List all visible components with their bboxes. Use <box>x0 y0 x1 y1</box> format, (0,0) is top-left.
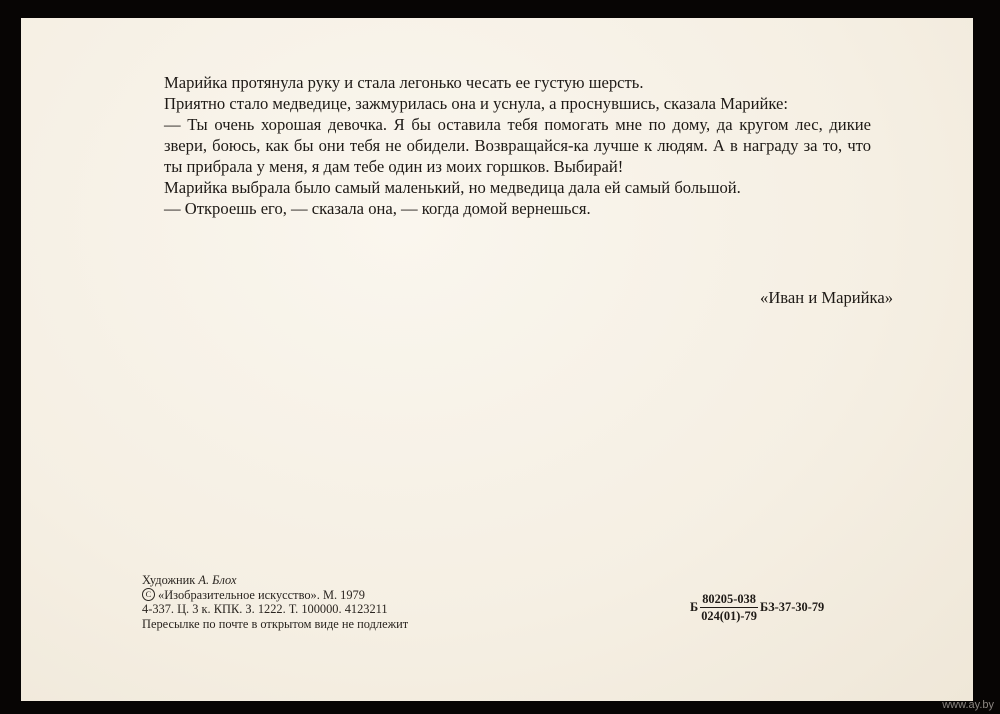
print-info: 4-337. Ц. 3 к. КПК. З. 1222. Т. 100000. 4123211 <box>142 602 388 617</box>
story-paragraph-2: Приятно стало медведице, зажмурилась она и уснула, а проснувшись, сказала Марийке: <box>164 94 788 113</box>
story-paragraph-1: Марийка протянула руку и стала легонько чесать ее густую шерсть. <box>164 73 644 92</box>
site-watermark: www.ay.by <box>942 699 994 711</box>
story-paragraph-4: Марийка выбрала было самый маленький, но медведица дала ей самый большой. <box>164 178 741 197</box>
publisher-line <box>142 588 408 603</box>
catalog-numerator: 80205-038 <box>702 592 756 606</box>
postal-note: Пересылке по почте в открытом виде не подлежит <box>142 616 409 631</box>
catalog-code <box>690 592 824 623</box>
catalog-fraction <box>699 592 759 623</box>
artist-name: А. Блох <box>198 573 237 587</box>
imprint-block <box>142 573 408 631</box>
catalog-prefix: Б <box>690 600 699 614</box>
story-text <box>164 72 871 219</box>
copyright-icon: C <box>142 588 155 601</box>
story-paragraph-5: — Откроешь его, — сказала она, — когда домой вернешься. <box>164 199 591 218</box>
story-source-title: «Иван и Марийка» <box>760 288 893 307</box>
publisher-text: «Изобразительное искусство». М. 1979 <box>158 587 365 602</box>
artist-label: Художник <box>142 573 196 587</box>
catalog-denominator: 024(01)-79 <box>701 609 757 623</box>
catalog-suffix: БЗ-37-30-79 <box>759 600 825 614</box>
story-paragraph-3: — Ты очень хорошая девочка. Я бы оставила тебя помогать мне по дому, да кругом лес, дикие звери, боюсь, как бы они тебя не обидели. Возвращайся-ка лучше к людям. А в награду за то, что ты прибрала у меня, я дам тебе один из моих горшков. Выбирай! <box>164 115 871 176</box>
artist-credit <box>142 573 408 588</box>
